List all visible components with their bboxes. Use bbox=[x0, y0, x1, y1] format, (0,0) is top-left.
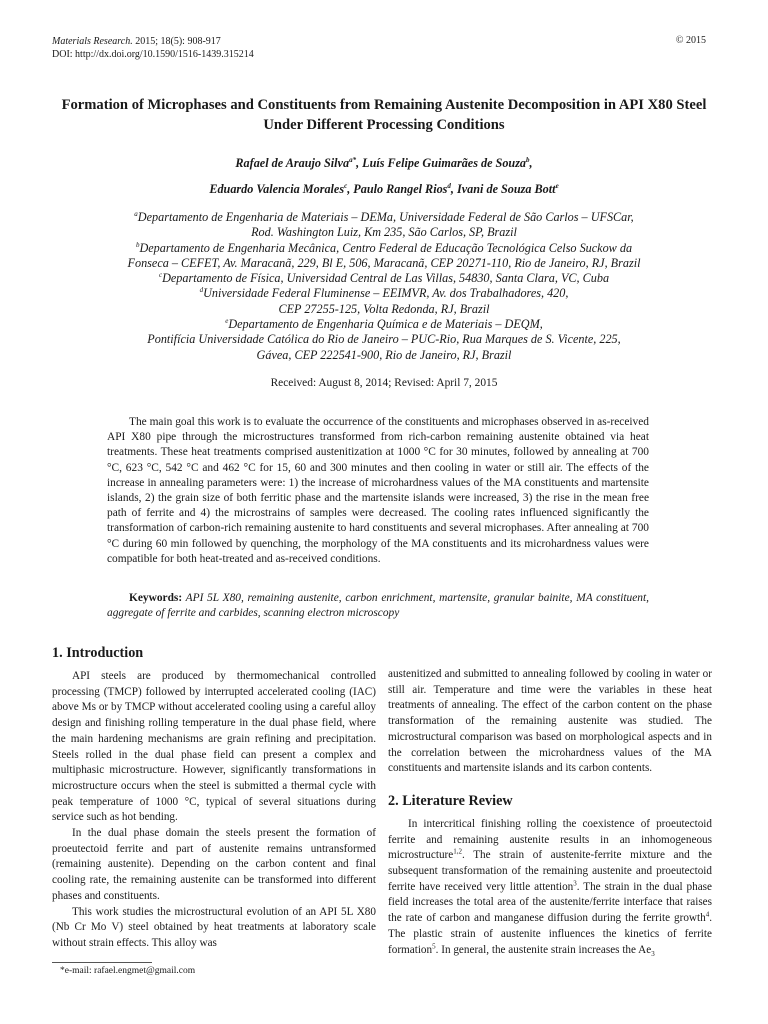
reference-mark[interactable]: 1,2 bbox=[453, 847, 462, 856]
column-right bbox=[388, 667, 712, 962]
author-affil-mark: e bbox=[555, 181, 559, 190]
corresponding-email: *e-mail: rafael.engmet@gmail.com bbox=[60, 966, 196, 976]
affiliation-list bbox=[70, 210, 698, 363]
body-text: . The plastic strain of austenite influences the kinetics of ferrite formation bbox=[388, 912, 712, 956]
affiliation-line: Gávea, CEP 222541-900, Rio de Janeiro, RJ, Brazil bbox=[256, 347, 512, 362]
body-paragraph: In the dual phase domain the steels present the formation of proeutectoid ferrite and part of austenite remains untransformed (remaining austenite). Depending on the carbon content and final cooling rate, the remaining austenite can be transformed into different phases and constituents. bbox=[52, 827, 376, 902]
body-text: . In general, the austenite strain increases the Ae bbox=[435, 943, 652, 956]
reference-mark[interactable]: 3 bbox=[573, 879, 577, 887]
author-name: Luís Felipe Guimarães de Souza bbox=[362, 156, 527, 170]
footnote-divider bbox=[52, 962, 152, 963]
body-paragraph bbox=[388, 817, 712, 963]
doi-link[interactable]: DOI: http://dx.doi.org/10.1590/1516-1439.315214 bbox=[52, 49, 254, 60]
author-affil-mark: b bbox=[526, 155, 530, 164]
affiliation-mark: a bbox=[134, 209, 138, 218]
affiliation-mark: c bbox=[158, 271, 163, 280]
affiliation-text: Universidade Federal Fluminense – EEIMVR, Av. dos Trabalhadores, 420, bbox=[203, 286, 569, 301]
affiliation-line bbox=[70, 241, 698, 256]
paper-title: Formation of Microphases and Constituents from Remaining Austenite Decomposition in API X80 Steel Under Different Processing Conditions bbox=[61, 97, 707, 133]
author-sep: , bbox=[356, 156, 363, 170]
keywords-label: Keywords: bbox=[129, 592, 183, 604]
section-heading-literature-review: 2. Literature Review bbox=[388, 792, 513, 809]
affiliation-line bbox=[70, 210, 698, 225]
author-name: Ivani de Souza Bott bbox=[457, 182, 556, 196]
author-list bbox=[50, 150, 718, 202]
affiliation-mark: b bbox=[135, 240, 140, 249]
affiliation-text: Departamento de Engenharia Mecânica, Centro Federal de Educação Tecnológica Celso Suckow da bbox=[139, 240, 633, 255]
author-sep: , bbox=[347, 182, 354, 196]
affiliation-line bbox=[70, 317, 698, 332]
affiliation-mark: e bbox=[225, 317, 229, 326]
affiliation-line bbox=[70, 271, 698, 286]
affiliation-line: Fonseca – CEFET, Av. Maracanã, 229, Bl E, 506, Maracanã, CEP 20271-110, Rio de Janeiro, RJ, Brazil bbox=[127, 255, 641, 270]
author-name: Paulo Rangel Rios bbox=[353, 182, 448, 196]
affiliation-line bbox=[70, 286, 698, 301]
keywords-text: API 5L X80, remaining austenite, carbon enrichment, martensite, granular bainite, MA constituent, aggregate of ferrite and carbides, scanning electron microscopy bbox=[107, 592, 649, 620]
author-sep: , bbox=[529, 156, 533, 170]
affiliation-mark: d bbox=[199, 286, 204, 295]
body-paragraph: This work studies the microstructural evolution of an API 5L X80 (Nb Cr Mo V) steel obtained by heat treatments at laboratory scale without strain effects. This alloy was bbox=[52, 905, 376, 949]
reference-mark[interactable]: 4 bbox=[705, 910, 710, 919]
author-affil-mark: a* bbox=[349, 155, 357, 164]
affiliation-line: Rod. Washington Luiz, Km 235, São Carlos, SP, Brazil bbox=[251, 225, 517, 240]
body-text: . The strain in the dual phase field increases the total area of the austenite/ferrite interface that raises the rate of carbon and manganese diffusion during the ferrite growth bbox=[388, 880, 712, 925]
journal-header bbox=[52, 35, 254, 61]
reference-mark[interactable]: 5 bbox=[432, 941, 436, 950]
journal-name: Materials Research. bbox=[52, 36, 133, 47]
citation-line bbox=[52, 35, 254, 48]
citation-volume: 2015; 18(5): 908-917 bbox=[132, 36, 221, 47]
body-text: In intercritical finishing rolling the coexistence of proeutectoid ferrite and remaining austenite results in an inhomogeneous microstructure bbox=[388, 817, 712, 862]
keywords bbox=[107, 591, 649, 621]
author-line bbox=[50, 176, 718, 202]
body-paragraph: API steels are produced by thermomechanical controlled processing (TMCP) followed by interrupted accelerated cooling (IAC) above Ms or by TMCP without accelerated cooling using a careful alloy design and finishing rolling temperature in the dual phase field, where the main hardening mechanisms are grain refining and precipitation. Steels rolled in the dual phase field can present a complex and multiphasic microstructure. However, significantly transformations in microstructure occurs when the steel is submitted a thermal cycle with peak temperature of 1000 °C, typical of several situations during service such as hot bending. bbox=[52, 670, 376, 824]
author-name: Rafael de Araujo Silva bbox=[235, 156, 350, 170]
subscript: 3 bbox=[651, 949, 655, 958]
author-affil-mark: c bbox=[344, 181, 348, 190]
author-sep: , bbox=[450, 182, 458, 196]
copyright-year: © 2015 bbox=[675, 35, 706, 46]
received-dates: Received: August 8, 2014; Revised: April 7, 2015 bbox=[270, 377, 498, 389]
affiliation-line: CEP 27255-125, Volta Redonda, RJ, Brazil bbox=[278, 301, 490, 316]
affiliation-text: Departamento de Engenharia Química e de Materiais – DEQM, bbox=[228, 317, 543, 332]
body-text: . The strain of austenite-ferrite mixture and the subsequent transformation of the remaining austenite and proeutectoid ferrite have received very little attention bbox=[388, 849, 712, 893]
affiliation-line: Pontifícia Universidade Católica do Rio de Janeiro – PUC-Rio, Rua Marques de S. Vicente, 225, bbox=[147, 332, 621, 347]
column-left bbox=[52, 643, 376, 952]
affiliation-text: Departamento de Física, Universidad Central de Las Villas, 54830, Santa Clara, VC, Cuba bbox=[162, 271, 610, 286]
author-name: Eduardo Valencia Morales bbox=[209, 182, 345, 196]
body-paragraph: austenitized and submitted to annealing followed by cooling in water or still air. Temperature and time were the variables in these heat treatments of annealing. The effect of the carbon content on the phase transformation of the remaining austenite was studied. The microstructural comparison was based on morphological aspects and in the correlation between the microhardness values of the MA constituents and martensite islands and its carbon contents. bbox=[388, 668, 712, 775]
author-line bbox=[50, 150, 718, 176]
author-affil-mark: d bbox=[447, 181, 451, 190]
abstract: The main goal this work is to evaluate the occurrence of the constituents and microphases observed in as-received API X80 pipe through the microstructures transformed from rich-carbon remaining austenite obtained via heat treatments. These heat treatments comprised austenitization at 1000 °C for 30 minutes, followed by annealing at 700 °C, 623 °C, 542 °C and 462 °C for 15, 60 and 300 minutes and then cooling in water or still air. The effects of the increase in annealing parameters were: 1) the increase of microhardness values of the MA constituents and martensite islands, 2) the grain size of both ferritic phase and the martensite islands were increased, 3) the rise in the mean free path of ferrite and 4) the microstrains of samples were decreased. The cooling rates influenced significantly the transformation of carbon-rich remaining austenite to hard constituents and several microphases. After annealing at 700 °C during 60 min followed by quenching, the morphology of the MA constituents and its microhardness values were compatible for both heat-treated and as-received conditions. bbox=[107, 416, 649, 565]
section-heading-introduction: 1. Introduction bbox=[52, 645, 144, 661]
affiliation-text: Departamento de Engenharia de Materiais – DEMa, Universidade Federal de São Carlos – UFSCar, bbox=[137, 210, 634, 224]
